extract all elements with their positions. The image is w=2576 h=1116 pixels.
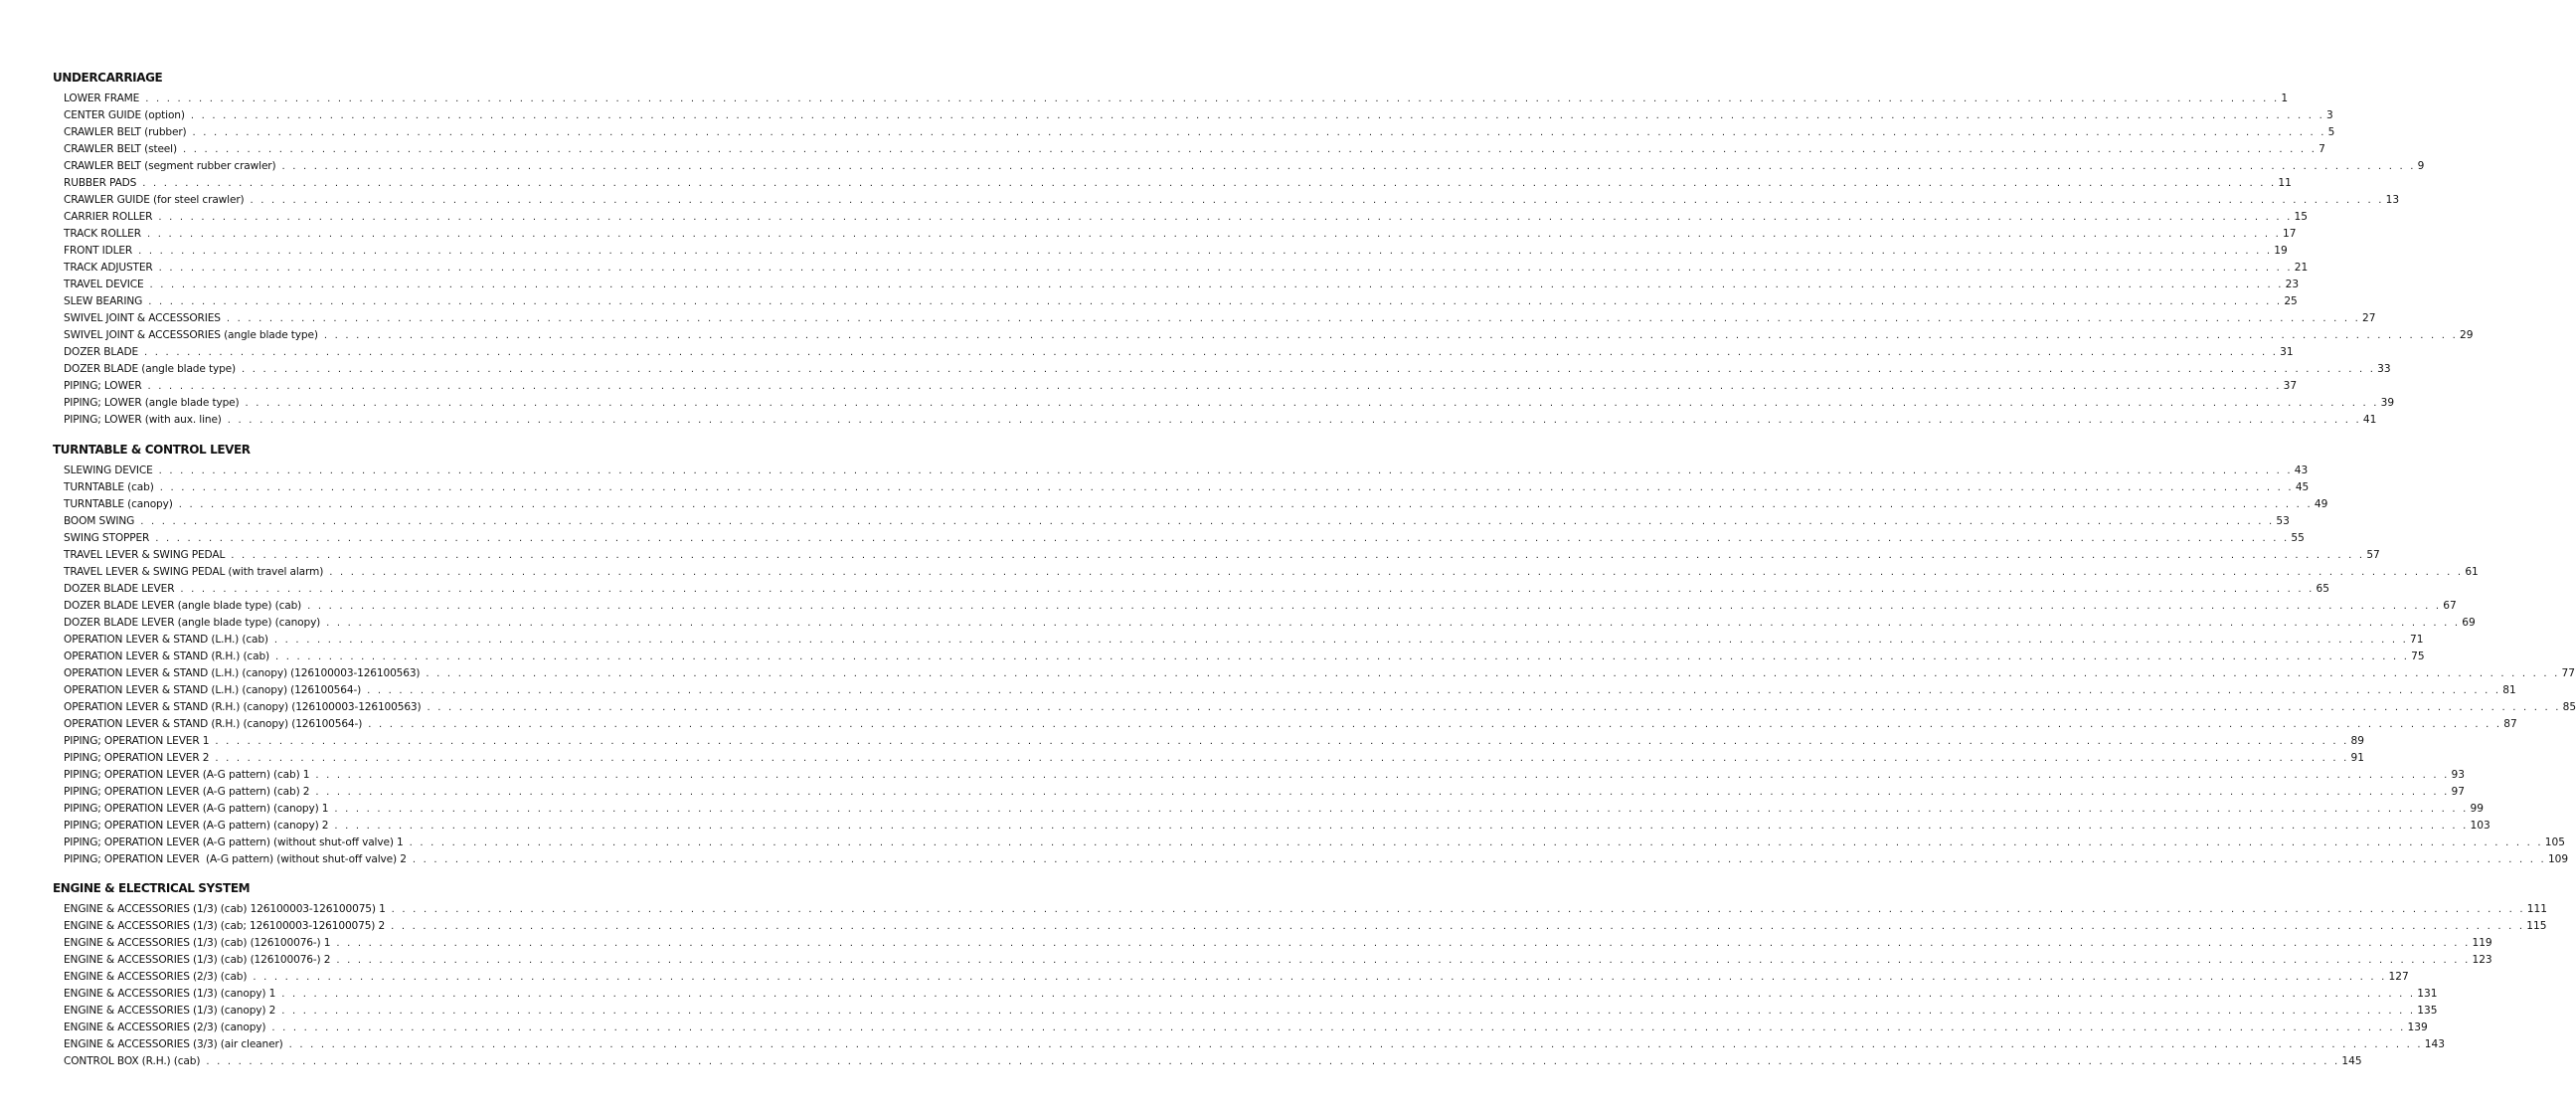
toc-page-number: 49 [2314, 498, 2328, 510]
toc-entry[interactable] [64, 664, 2576, 681]
toc-entry[interactable] [64, 478, 2310, 495]
toc-page-number: 3 [2325, 109, 2333, 121]
toc-page-number: 67 [2443, 600, 2457, 612]
toc-entry[interactable] [64, 631, 2424, 648]
dot-leader: . . . . . . . . . . . . . . . . . . . . . . . . . . . . . . . . . . . . . . . . . . . . . . . . . . . . . . . . . . . . . . . . . . . . . . . . . . . . . . . . . . . . . . . . . . . . . . . . . . . . . . . . . . . . . . . . . . . . . . . . . . . . . . . . . . . . . . . . . . . . . . . . . . . . . . . . . . . . . . . . . . . . . . . . . . . . . . . . . . . . . . . . . . . . . . . . . . . . . . . . [148, 296, 2283, 307]
dot-leader: . . . . . . . . . . . . . . . . . . . . . . . . . . . . . . . . . . . . . . . . . . . . . . . . . . . . . . . . . . . . . . . . . . . . . . . . . . . . . . . . . . . . . . . . . . . . . . . . . . . . . . . . . . . . . . . . . . . . . . . . . . . . . . . . . . . . . . . . . . . . . . . . . . . . . . . . . . . . . . . . . . . . . . . . . . . . . . . . . . . . . . . . . . . . . . . . . . . . . . . . [409, 837, 2543, 848]
dot-leader: . . . . . . . . . . . . . . . . . . . . . . . . . . . . . . . . . . . . . . . . . . . . . . . . . . . . . . . . . . . . . . . . . . . . . . . . . . . . . . . . . . . . . . . . . . . . . . . . . . . . . . . . . . . . . . . . . . . . . . . . . . . . . . . . . . . . . . . . . . . . . . . . . . . . . . . . . . . . . . . . . . . . . . . . . . . . . . . . . . . . . . . . . . . . . . . . . . . . . . . . [426, 668, 2560, 679]
toc-page-number: 29 [2459, 329, 2474, 341]
toc-page-number: 105 [2544, 837, 2565, 848]
dot-leader: . . . . . . . . . . . . . . . . . . . . . . . . . . . . . . . . . . . . . . . . . . . . . . . . . . . . . . . . . . . . . . . . . . . . . . . . . . . . . . . . . . . . . . . . . . . . . . . . . . . . . . . . . . . . . . . . . . . . . . . . . . . . . . . . . . . . . . . . . . . . . . . . . . . . . . . . . . . . . . . . . . . . . . . . . . . . . . . . . . . . . . . . . . . . . . . . . . . . . . . . [215, 736, 2349, 747]
toc-entry[interactable] [64, 546, 2380, 563]
toc-entry-title: PIPING; LOWER [64, 380, 142, 392]
toc-entry-title: TRAVEL DEVICE [64, 279, 144, 290]
dot-leader: . . . . . . . . . . . . . . . . . . . . . . . . . . . . . . . . . . . . . . . . . . . . . . . . . . . . . . . . . . . . . . . . . . . . . . . . . . . . . . . . . . . . . . . . . . . . . . . . . . . . . . . . . . . . . . . . . . . . . . . . . . . . . . . . . . . . . . . . . . . . . . . . . . . . . . . . . . . . . . . . . . . . . . . . . . . . . . . . . . . . . . . . . . . . . . . . . . . . . . . . [253, 972, 2387, 983]
dot-leader: . . . . . . . . . . . . . . . . . . . . . . . . . . . . . . . . . . . . . . . . . . . . . . . . . . . . . . . . . . . . . . . . . . . . . . . . . . . . . . . . . . . . . . . . . . . . . . . . . . . . . . . . . . . . . . . . . . . . . . . . . . . . . . . . . . . . . . . . . . . . . . . . . . . . . . . . . . . . . . . . . . . . . . . . . . . . . . . . . . . . . . . . . . . . . . . . . . . . . . . . [190, 110, 2324, 121]
toc-entry-title: OPERATION LEVER & STAND (L.H.) (canopy) (126100564-) [64, 684, 362, 696]
toc-page-number: 15 [2294, 211, 2308, 223]
toc-entry-title: TRACK ADJUSTER [64, 262, 153, 274]
toc-entry-title: TRAVEL LEVER & SWING PEDAL (with travel alarm) [64, 566, 324, 578]
toc-entry[interactable] [64, 614, 2476, 631]
section-heading: ENGINE & ELECTRICAL SYSTEM [53, 881, 251, 895]
dot-leader: . . . . . . . . . . . . . . . . . . . . . . . . . . . . . . . . . . . . . . . . . . . . . . . . . . . . . . . . . . . . . . . . . . . . . . . . . . . . . . . . . . . . . . . . . . . . . . . . . . . . . . . . . . . . . . . . . . . . . . . . . . . . . . . . . . . . . . . . . . . . . . . . . . . . . . . . . . . . . . . . . . . . . . . . . . . . . . . . . . . . . . . . . . . . . . . . . . . . . . . . [326, 618, 2461, 629]
toc-entry-title: CARRIER ROLLER [64, 211, 153, 223]
toc-entry-title: SWIVEL JOINT & ACCESSORIES (angle blade type) [64, 329, 318, 341]
dot-leader: . . . . . . . . . . . . . . . . . . . . . . . . . . . . . . . . . . . . . . . . . . . . . . . . . . . . . . . . . . . . . . . . . . . . . . . . . . . . . . . . . . . . . . . . . . . . . . . . . . . . . . . . . . . . . . . . . . . . . . . . . . . . . . . . . . . . . . . . . . . . . . . . . . . . . . . . . . . . . . . . . . . . . . . . . . . . . . . . . . . . . . . . . . . . . . . . . . . . . . . . [315, 770, 2450, 781]
toc-page-number: 57 [2366, 549, 2380, 561]
toc-page-number: 17 [2283, 228, 2297, 240]
toc-entry[interactable] [64, 850, 2569, 867]
toc-entry-title: PIPING; LOWER (angle blade type) [64, 397, 240, 409]
toc-entry[interactable] [64, 140, 2325, 157]
toc-entry[interactable] [64, 968, 2409, 985]
toc-page-number: 99 [2470, 803, 2484, 815]
toc-page-number: 43 [2294, 465, 2309, 476]
toc-entry[interactable] [64, 462, 2309, 478]
toc-entry-title: TURNTABLE (canopy) [64, 498, 173, 510]
toc-entry[interactable] [64, 225, 2297, 242]
toc-entry[interactable] [64, 259, 2309, 276]
dot-leader: . . . . . . . . . . . . . . . . . . . . . . . . . . . . . . . . . . . . . . . . . . . . . . . . . . . . . . . . . . . . . . . . . . . . . . . . . . . . . . . . . . . . . . . . . . . . . . . . . . . . . . . . . . . . . . . . . . . . . . . . . . . . . . . . . . . . . . . . . . . . . . . . . . . . . . . . . . . . . . . . . . . . . . . . . . . . . . . . . . . . . . . . . . . . . . . . . . . . . . . . [144, 347, 2279, 358]
toc-page-number: 71 [2410, 634, 2424, 646]
toc-entry[interactable] [64, 343, 2294, 360]
dot-leader: . . . . . . . . . . . . . . . . . . . . . . . . . . . . . . . . . . . . . . . . . . . . . . . . . . . . . . . . . . . . . . . . . . . . . . . . . . . . . . . . . . . . . . . . . . . . . . . . . . . . . . . . . . . . . . . . . . . . . . . . . . . . . . . . . . . . . . . . . . . . . . . . . . . . . . . . . . . . . . . . . . . . . . . . . . . . . . . . . . . . . . . . . . . . . . . . . . . . . . . . [158, 465, 2293, 476]
toc-entry-title: TRAVEL LEVER & SWING PEDAL [64, 549, 226, 561]
toc-entry[interactable] [64, 817, 2490, 834]
toc-entry[interactable] [64, 563, 2479, 580]
dot-leader: . . . . . . . . . . . . . . . . . . . . . . . . . . . . . . . . . . . . . . . . . . . . . . . . . . . . . . . . . . . . . . . . . . . . . . . . . . . . . . . . . . . . . . . . . . . . . . . . . . . . . . . . . . . . . . . . . . . . . . . . . . . . . . . . . . . . . . . . . . . . . . . . . . . . . . . . . . . . . . . . . . . . . . . . . . . . . . . . . . . . . . . . . . . . . . . . . . . . . . . . [192, 127, 2326, 138]
toc-page-number: 135 [2417, 1005, 2438, 1017]
toc-page-number: 21 [2294, 262, 2309, 274]
dot-leader: . . . . . . . . . . . . . . . . . . . . . . . . . . . . . . . . . . . . . . . . . . . . . . . . . . . . . . . . . . . . . . . . . . . . . . . . . . . . . . . . . . . . . . . . . . . . . . . . . . . . . . . . . . . . . . . . . . . . . . . . . . . . . . . . . . . . . . . . . . . . . . . . . . . . . . . . . . . . . . . . . . . . . . . . . . . . . . . . . . . . . . . . . . . . . . . . . . . . . . . . [391, 921, 2525, 932]
toc-entry-title: OPERATION LEVER & STAND (L.H.) (canopy) (126100003-126100563) [64, 667, 421, 679]
toc-page-number: 9 [2417, 160, 2425, 172]
dot-leader: . . . . . . . . . . . . . . . . . . . . . . . . . . . . . . . . . . . . . . . . . . . . . . . . . . . . . . . . . . . . . . . . . . . . . . . . . . . . . . . . . . . . . . . . . . . . . . . . . . . . . . . . . . . . . . . . . . . . . . . . . . . . . . . . . . . . . . . . . . . . . . . . . . . . . . . . . . . . . . . . . . . . . . . . . . . . . . . . . . . . . . . . . . . . . . . . . . . . . . . . [336, 955, 2471, 966]
dot-leader: . . . . . . . . . . . . . . . . . . . . . . . . . . . . . . . . . . . . . . . . . . . . . . . . . . . . . . . . . . . . . . . . . . . . . . . . . . . . . . . . . . . . . . . . . . . . . . . . . . . . . . . . . . . . . . . . . . . . . . . . . . . . . . . . . . . . . . . . . . . . . . . . . . . . . . . . . . . . . . . . . . . . . . . . . . . . . . . . . . . . . . . . . . . . . . . . . . . . . . . . [281, 989, 2416, 1000]
toc-entry[interactable] [64, 1052, 2362, 1069]
toc-entry[interactable] [64, 934, 2492, 951]
section-heading: UNDERCARRIAGE [53, 71, 163, 85]
toc-entry-title: CONTROL BOX (R.H.) (cab) [64, 1055, 201, 1067]
toc-page-number: 109 [2547, 853, 2569, 865]
toc-page-number: 13 [2385, 194, 2400, 206]
toc-entry[interactable] [64, 106, 2333, 123]
dot-leader: . . . . . . . . . . . . . . . . . . . . . . . . . . . . . . . . . . . . . . . . . . . . . . . . . . . . . . . . . . . . . . . . . . . . . . . . . . . . . . . . . . . . . . . . . . . . . . . . . . . . . . . . . . . . . . . . . . . . . . . . . . . . . . . . . . . . . . . . . . . . . . . . . . . . . . . . . . . . . . . . . . . . . . . . . . . . . . . . . . . . . . . . . . . . . . . . . . . . . . . . [226, 313, 2360, 324]
dot-leader: . . . . . . . . . . . . . . . . . . . . . . . . . . . . . . . . . . . . . . . . . . . . . . . . . . . . . . . . . . . . . . . . . . . . . . . . . . . . . . . . . . . . . . . . . . . . . . . . . . . . . . . . . . . . . . . . . . . . . . . . . . . . . . . . . . . . . . . . . . . . . . . . . . . . . . . . . . . . . . . . . . . . . . . . . . . . . . . . . . . . . . . . . . . . . . . . . . . . . . . . [315, 787, 2450, 798]
toc-page-number: 127 [2388, 971, 2409, 983]
toc-entry[interactable] [64, 1002, 2438, 1019]
toc-page-number: 97 [2451, 786, 2465, 798]
toc-entry[interactable] [64, 951, 2492, 968]
toc-entry[interactable] [64, 1019, 2428, 1035]
toc-entry-list [64, 462, 2576, 867]
toc-entry[interactable] [64, 157, 2425, 174]
toc-entry-title: CRAWLER BELT (segment rubber crawler) [64, 160, 276, 172]
toc-entry[interactable] [64, 276, 2300, 292]
dot-leader: . . . . . . . . . . . . . . . . . . . . . . . . . . . . . . . . . . . . . . . . . . . . . . . . . . . . . . . . . . . . . . . . . . . . . . . . . . . . . . . . . . . . . . . . . . . . . . . . . . . . . . . . . . . . . . . . . . . . . . . . . . . . . . . . . . . . . . . . . . . . . . . . . . . . . . . . . . . . . . . . . . . . . . . . . . . . . . . . . . . . . . . . . . . . . . . . . . . . . . . . [281, 161, 2416, 172]
toc-entry[interactable] [64, 360, 2391, 377]
toc-entry-title: OPERATION LEVER & STAND (L.H.) (cab) [64, 634, 268, 646]
toc-entry[interactable] [64, 174, 2292, 191]
toc-page-number: 111 [2526, 903, 2548, 915]
dot-leader: . . . . . . . . . . . . . . . . . . . . . . . . . . . . . . . . . . . . . . . . . . . . . . . . . . . . . . . . . . . . . . . . . . . . . . . . . . . . . . . . . . . . . . . . . . . . . . . . . . . . . . . . . . . . . . . . . . . . . . . . . . . . . . . . . . . . . . . . . . . . . . . . . . . . . . . . . . . . . . . . . . . . . . . . . . . . . . . . . . . . . . . . . . . . . . . . . . . . . . . . [159, 482, 2294, 493]
toc-entry-title: TRACK ROLLER [64, 228, 141, 240]
toc-entry-title: SLEWING DEVICE [64, 465, 153, 476]
dot-leader: . . . . . . . . . . . . . . . . . . . . . . . . . . . . . . . . . . . . . . . . . . . . . . . . . . . . . . . . . . . . . . . . . . . . . . . . . . . . . . . . . . . . . . . . . . . . . . . . . . . . . . . . . . . . . . . . . . . . . . . . . . . . . . . . . . . . . . . . . . . . . . . . . . . . . . . . . . . . . . . . . . . . . . . . . . . . . . . . . . . . . . . . . . . . . . . . . . . . . . . . [281, 1006, 2416, 1017]
toc-entry-title: ENGINE & ACCESSORIES (2/3) (canopy) [64, 1022, 266, 1033]
toc-entry[interactable] [64, 495, 2328, 512]
toc-entry[interactable] [64, 681, 2516, 698]
dot-leader: . . . . . . . . . . . . . . . . . . . . . . . . . . . . . . . . . . . . . . . . . . . . . . . . . . . . . . . . . . . . . . . . . . . . . . . . . . . . . . . . . . . . . . . . . . . . . . . . . . . . . . . . . . . . . . . . . . . . . . . . . . . . . . . . . . . . . . . . . . . . . . . . . . . . . . . . . . . . . . . . . . . . . . . . . . . . . . . . . . . . . . . . . . . . . . . . . . . . . . . . [178, 499, 2313, 510]
dot-leader: . . . . . . . . . . . . . . . . . . . . . . . . . . . . . . . . . . . . . . . . . . . . . . . . . . . . . . . . . . . . . . . . . . . . . . . . . . . . . . . . . . . . . . . . . . . . . . . . . . . . . . . . . . . . . . . . . . . . . . . . . . . . . . . . . . . . . . . . . . . . . . . . . . . . . . . . . . . . . . . . . . . . . . . . . . . . . . . . . . . . . . . . . . . . . . . . . . . . . . . . [145, 93, 2280, 104]
toc-page-number: 31 [2280, 346, 2294, 358]
toc-entry-title: OPERATION LEVER & STAND (R.H.) (cab) [64, 651, 270, 662]
dot-leader: . . . . . . . . . . . . . . . . . . . . . . . . . . . . . . . . . . . . . . . . . . . . . . . . . . . . . . . . . . . . . . . . . . . . . . . . . . . . . . . . . . . . . . . . . . . . . . . . . . . . . . . . . . . . . . . . . . . . . . . . . . . . . . . . . . . . . . . . . . . . . . . . . . . . . . . . . . . . . . . . . . . . . . . . . . . . . . . . . . . . . . . . . . . . . . . . . . . . . . . . [412, 854, 2546, 865]
dot-leader: . . . . . . . . . . . . . . . . . . . . . . . . . . . . . . . . . . . . . . . . . . . . . . . . . . . . . . . . . . . . . . . . . . . . . . . . . . . . . . . . . . . . . . . . . . . . . . . . . . . . . . . . . . . . . . . . . . . . . . . . . . . . . . . . . . . . . . . . . . . . . . . . . . . . . . . . . . . . . . . . . . . . . . . . . . . . . . . . . . . . . . . . . . . . . . . . . . . . . . . . [336, 938, 2471, 949]
dot-leader: . . . . . . . . . . . . . . . . . . . . . . . . . . . . . . . . . . . . . . . . . . . . . . . . . . . . . . . . . . . . . . . . . . . . . . . . . . . . . . . . . . . . . . . . . . . . . . . . . . . . . . . . . . . . . . . . . . . . . . . . . . . . . . . . . . . . . . . . . . . . . . . . . . . . . . . . . . . . . . . . . . . . . . . . . . . . . . . . . . . . . . . . . . . . . . . . . . . . . . . . [147, 381, 2282, 392]
toc-entry[interactable] [64, 800, 2484, 817]
toc-entry[interactable] [64, 242, 2288, 259]
toc-page-number: 45 [2295, 481, 2310, 493]
dot-leader: . . . . . . . . . . . . . . . . . . . . . . . . . . . . . . . . . . . . . . . . . . . . . . . . . . . . . . . . . . . . . . . . . . . . . . . . . . . . . . . . . . . . . . . . . . . . . . . . . . . . . . . . . . . . . . . . . . . . . . . . . . . . . . . . . . . . . . . . . . . . . . . . . . . . . . . . . . . . . . . . . . . . . . . . . . . . . . . . . . . . . . . . . . . . . . . . . . . . . . . . [206, 1056, 2340, 1067]
toc-entry-title: PIPING; OPERATION LEVER (A-G pattern) (cab) 2 [64, 786, 310, 798]
toc-entry-title: OPERATION LEVER & STAND (R.H.) (canopy) (126100003-126100563) [64, 701, 422, 713]
toc-entry-title: PIPING; OPERATION LEVER 2 [64, 752, 210, 764]
toc-entry[interactable] [64, 512, 2290, 529]
toc-entry[interactable] [64, 715, 2517, 732]
toc-page-number: 1 [2281, 93, 2289, 104]
toc-page-number: 119 [2472, 937, 2492, 949]
toc-page-number: 103 [2470, 820, 2490, 832]
toc-page-number: 11 [2278, 177, 2292, 189]
toc-entry-title: FRONT IDLER [64, 245, 133, 257]
toc-entry-list [64, 90, 2474, 428]
toc-entry[interactable] [64, 766, 2465, 783]
toc-entry[interactable] [64, 377, 2298, 394]
dot-leader: . . . . . . . . . . . . . . . . . . . . . . . . . . . . . . . . . . . . . . . . . . . . . . . . . . . . . . . . . . . . . . . . . . . . . . . . . . . . . . . . . . . . . . . . . . . . . . . . . . . . . . . . . . . . . . . . . . . . . . . . . . . . . . . . . . . . . . . . . . . . . . . . . . . . . . . . . . . . . . . . . . . . . . . . . . . . . . . . . . . . . . . . . . . . . . . . . . . . . . . . [273, 635, 2409, 646]
toc-entry[interactable] [64, 834, 2565, 850]
dot-leader: . . . . . . . . . . . . . . . . . . . . . . . . . . . . . . . . . . . . . . . . . . . . . . . . . . . . . . . . . . . . . . . . . . . . . . . . . . . . . . . . . . . . . . . . . . . . . . . . . . . . . . . . . . . . . . . . . . . . . . . . . . . . . . . . . . . . . . . . . . . . . . . . . . . . . . . . . . . . . . . . . . . . . . . . . . . . . . . . . . . . . . . . . . . . . . . . . . . . . . . . [149, 279, 2284, 290]
toc-entry-title: PIPING; OPERATION LEVER (A-G pattern) (cab) 1 [64, 769, 310, 781]
toc-page-number: 115 [2526, 920, 2547, 932]
toc-page-number: 61 [2465, 566, 2479, 578]
dot-leader: . . . . . . . . . . . . . . . . . . . . . . . . . . . . . . . . . . . . . . . . . . . . . . . . . . . . . . . . . . . . . . . . . . . . . . . . . . . . . . . . . . . . . . . . . . . . . . . . . . . . . . . . . . . . . . . . . . . . . . . . . . . . . . . . . . . . . . . . . . . . . . . . . . . . . . . . . . . . . . . . . . . . . . . . . . . . . . . . . . . . . . . . . . . . . . . . . . . . . . . . [142, 178, 2277, 189]
dot-leader: . . . . . . . . . . . . . . . . . . . . . . . . . . . . . . . . . . . . . . . . . . . . . . . . . . . . . . . . . . . . . . . . . . . . . . . . . . . . . . . . . . . . . . . . . . . . . . . . . . . . . . . . . . . . . . . . . . . . . . . . . . . . . . . . . . . . . . . . . . . . . . . . . . . . . . . . . . . . . . . . . . . . . . . . . . . . . . . . . . . . . . . . . . . . . . . . . . . . . . . . [182, 144, 2318, 155]
toc-page-number: 75 [2411, 651, 2425, 662]
toc-entry-title: OPERATION LEVER & STAND (R.H.) (canopy) (126100564-) [64, 718, 363, 730]
toc-entry-title: BOOM SWING [64, 515, 135, 527]
dot-leader: . . . . . . . . . . . . . . . . . . . . . . . . . . . . . . . . . . . . . . . . . . . . . . . . . . . . . . . . . . . . . . . . . . . . . . . . . . . . . . . . . . . . . . . . . . . . . . . . . . . . . . . . . . . . . . . . . . . . . . . . . . . . . . . . . . . . . . . . . . . . . . . . . . . . . . . . . . . . . . . . . . . . . . . . . . . . . . . . . . . . . . . . . . . . . . . . . . . . . . . . [158, 263, 2293, 274]
toc-page-number: 145 [2341, 1055, 2362, 1067]
toc-page-number: 77 [2561, 667, 2576, 679]
toc-page-number: 37 [2283, 380, 2298, 392]
toc-page-number: 5 [2327, 126, 2335, 138]
toc-page-number: 25 [2284, 295, 2298, 307]
toc-entry[interactable] [64, 648, 2425, 664]
toc-entry-title: ENGINE & ACCESSORIES (1/3) (canopy) 2 [64, 1005, 276, 1017]
dot-leader: . . . . . . . . . . . . . . . . . . . . . . . . . . . . . . . . . . . . . . . . . . . . . . . . . . . . . . . . . . . . . . . . . . . . . . . . . . . . . . . . . . . . . . . . . . . . . . . . . . . . . . . . . . . . . . . . . . . . . . . . . . . . . . . . . . . . . . . . . . . . . . . . . . . . . . . . . . . . . . . . . . . . . . . . . . . . . . . . . . . . . . . . . . . . . . . . . . . . . . . . [158, 212, 2293, 223]
toc-entry-title: ENGINE & ACCESSORIES (2/3) (cab) [64, 971, 248, 983]
toc-entry-title: PIPING; OPERATION LEVER (A-G pattern) (canopy) 1 [64, 803, 329, 815]
dot-leader: . . . . . . . . . . . . . . . . . . . . . . . . . . . . . . . . . . . . . . . . . . . . . . . . . . . . . . . . . . . . . . . . . . . . . . . . . . . . . . . . . . . . . . . . . . . . . . . . . . . . . . . . . . . . . . . . . . . . . . . . . . . . . . . . . . . . . . . . . . . . . . . . . . . . . . . . . . . . . . . . . . . . . . . . . . . . . . . . . . . . . . . . . . . . . . . . . . . . . . . . [367, 685, 2501, 696]
toc-page-number: 69 [2462, 617, 2476, 629]
dot-leader: . . . . . . . . . . . . . . . . . . . . . . . . . . . . . . . . . . . . . . . . . . . . . . . . . . . . . . . . . . . . . . . . . . . . . . . . . . . . . . . . . . . . . . . . . . . . . . . . . . . . . . . . . . . . . . . . . . . . . . . . . . . . . . . . . . . . . . . . . . . . . . . . . . . . . . . . . . . . . . . . . . . . . . . . . . . . . . . . . . . . . . . . . . . . . . . . . . . . . . . . [231, 550, 2365, 561]
toc-entry[interactable] [64, 208, 2308, 225]
toc-entry[interactable] [64, 529, 2305, 546]
toc-entry[interactable] [64, 732, 2364, 749]
toc-entry[interactable] [64, 123, 2335, 140]
dot-leader: . . . . . . . . . . . . . . . . . . . . . . . . . . . . . . . . . . . . . . . . . . . . . . . . . . . . . . . . . . . . . . . . . . . . . . . . . . . . . . . . . . . . . . . . . . . . . . . . . . . . . . . . . . . . . . . . . . . . . . . . . . . . . . . . . . . . . . . . . . . . . . . . . . . . . . . . . . . . . . . . . . . . . . . . . . . . . . . . . . . . . . . . . . . . . . . . . . . . . . . . [227, 415, 2361, 426]
toc-entry[interactable] [64, 394, 2395, 411]
toc-page-number: 91 [2350, 752, 2364, 764]
toc-page-number: 93 [2451, 769, 2465, 781]
toc-entry-title: ENGINE & ACCESSORIES (1/3) (cab; 126100003-126100075) 2 [64, 920, 386, 932]
toc-page-number: 7 [2318, 143, 2325, 155]
toc-page-number: 123 [2472, 954, 2492, 966]
toc-page-number: 85 [2562, 701, 2576, 713]
toc-page-number: 27 [2361, 312, 2376, 324]
toc-entry[interactable] [64, 191, 2400, 208]
toc-entry[interactable] [64, 411, 2377, 428]
toc-entry-title: ENGINE & ACCESSORIES (1/3) (cab) 126100003-126100075) 1 [64, 903, 386, 915]
toc-entry-title: DOZER BLADE [64, 346, 139, 358]
toc-entry[interactable] [64, 309, 2376, 326]
toc-entry[interactable] [64, 917, 2547, 934]
dot-leader: . . . . . . . . . . . . . . . . . . . . . . . . . . . . . . . . . . . . . . . . . . . . . . . . . . . . . . . . . . . . . . . . . . . . . . . . . . . . . . . . . . . . . . . . . . . . . . . . . . . . . . . . . . . . . . . . . . . . . . . . . . . . . . . . . . . . . . . . . . . . . . . . . . . . . . . . . . . . . . . . . . . . . . . . . . . . . . . . . . . . . . . . . . . . . . . . . . . . . . . . [323, 330, 2458, 341]
toc-entry-title: PIPING; OPERATION LEVER (A-G pattern) (without shut-off valve) 2 [64, 853, 407, 865]
dot-leader: . . . . . . . . . . . . . . . . . . . . . . . . . . . . . . . . . . . . . . . . . . . . . . . . . . . . . . . . . . . . . . . . . . . . . . . . . . . . . . . . . . . . . . . . . . . . . . . . . . . . . . . . . . . . . . . . . . . . . . . . . . . . . . . . . . . . . . . . . . . . . . . . . . . . . . . . . . . . . . . . . . . . . . . . . . . . . . . . . . . . . . . . . . . . . . . . . . . . . . . . [391, 904, 2525, 915]
dot-leader: . . . . . . . . . . . . . . . . . . . . . . . . . . . . . . . . . . . . . . . . . . . . . . . . . . . . . . . . . . . . . . . . . . . . . . . . . . . . . . . . . . . . . . . . . . . . . . . . . . . . . . . . . . . . . . . . . . . . . . . . . . . . . . . . . . . . . . . . . . . . . . . . . . . . . . . . . . . . . . . . . . . . . . . . . . . . . . . . . . . . . . . . . . . . . . . . . . . . . . . . [242, 364, 2376, 375]
dot-leader: . . . . . . . . . . . . . . . . . . . . . . . . . . . . . . . . . . . . . . . . . . . . . . . . . . . . . . . . . . . . . . . . . . . . . . . . . . . . . . . . . . . . . . . . . . . . . . . . . . . . . . . . . . . . . . . . . . . . . . . . . . . . . . . . . . . . . . . . . . . . . . . . . . . . . . . . . . . . . . . . . . . . . . . . . . . . . . . . . . . . . . . . . . . . . . . . . . . . . . . . [215, 753, 2349, 764]
toc-entry-title: DOZER BLADE LEVER [64, 583, 175, 595]
toc-entry-title: PIPING; OPERATION LEVER (A-G pattern) (without shut-off valve) 1 [64, 837, 404, 848]
toc-page-number: 19 [2274, 245, 2288, 257]
toc-entry[interactable] [64, 985, 2438, 1002]
toc-entry[interactable] [64, 580, 2329, 597]
toc-page-number: 89 [2350, 735, 2364, 747]
toc-page-number: 65 [2316, 583, 2329, 595]
dot-leader: . . . . . . . . . . . . . . . . . . . . . . . . . . . . . . . . . . . . . . . . . . . . . . . . . . . . . . . . . . . . . . . . . . . . . . . . . . . . . . . . . . . . . . . . . . . . . . . . . . . . . . . . . . . . . . . . . . . . . . . . . . . . . . . . . . . . . . . . . . . . . . . . . . . . . . . . . . . . . . . . . . . . . . . . . . . . . . . . . . . . . . . . . . . . . . . . . . . . . . . . [245, 398, 2379, 409]
toc-page-number: 39 [2380, 397, 2395, 409]
toc-entry-title: PIPING; LOWER (with aux. line) [64, 414, 222, 426]
dot-leader: . . . . . . . . . . . . . . . . . . . . . . . . . . . . . . . . . . . . . . . . . . . . . . . . . . . . . . . . . . . . . . . . . . . . . . . . . . . . . . . . . . . . . . . . . . . . . . . . . . . . . . . . . . . . . . . . . . . . . . . . . . . . . . . . . . . . . . . . . . . . . . . . . . . . . . . . . . . . . . . . . . . . . . . . . . . . . . . . . . . . . . . . . . . . . . . . . . . . . . . . [427, 702, 2561, 713]
dot-leader: . . . . . . . . . . . . . . . . . . . . . . . . . . . . . . . . . . . . . . . . . . . . . . . . . . . . . . . . . . . . . . . . . . . . . . . . . . . . . . . . . . . . . . . . . . . . . . . . . . . . . . . . . . . . . . . . . . . . . . . . . . . . . . . . . . . . . . . . . . . . . . . . . . . . . . . . . . . . . . . . . . . . . . . . . . . . . . . . . . . . . . . . . . . . . . . . . . . . . . . . [368, 719, 2502, 730]
toc-entry-title: CRAWLER BELT (rubber) [64, 126, 187, 138]
toc-entry-title: ENGINE & ACCESSORIES (3/3) (air cleaner) [64, 1038, 283, 1050]
toc-entry-title: TURNTABLE (cab) [64, 481, 154, 493]
toc-entry-title: SWING STOPPER [64, 532, 150, 544]
toc-entry-title: SWIVEL JOINT & ACCESSORIES [64, 312, 221, 324]
toc-entry[interactable] [64, 698, 2576, 715]
toc-entry-title: DOZER BLADE LEVER (angle blade type) (cab) [64, 600, 302, 612]
dot-leader: . . . . . . . . . . . . . . . . . . . . . . . . . . . . . . . . . . . . . . . . . . . . . . . . . . . . . . . . . . . . . . . . . . . . . . . . . . . . . . . . . . . . . . . . . . . . . . . . . . . . . . . . . . . . . . . . . . . . . . . . . . . . . . . . . . . . . . . . . . . . . . . . . . . . . . . . . . . . . . . . . . . . . . . . . . . . . . . . . . . . . . . . . . . . . . . . . . . . . . . . [180, 584, 2315, 595]
toc-entry-title: CRAWLER GUIDE (for steel crawler) [64, 194, 245, 206]
toc-entry-title: PIPING; OPERATION LEVER (A-G pattern) (canopy) 2 [64, 820, 329, 832]
toc-page-number: 23 [2285, 279, 2300, 290]
dot-leader: . . . . . . . . . . . . . . . . . . . . . . . . . . . . . . . . . . . . . . . . . . . . . . . . . . . . . . . . . . . . . . . . . . . . . . . . . . . . . . . . . . . . . . . . . . . . . . . . . . . . . . . . . . . . . . . . . . . . . . . . . . . . . . . . . . . . . . . . . . . . . . . . . . . . . . . . . . . . . . . . . . . . . . . . . . . . . . . . . . . . . . . . . . . . . . . . . . . . . . . . [271, 1023, 2406, 1033]
toc-entry-title: ENGINE & ACCESSORIES (1/3) (cab) (126100076-) 2 [64, 954, 331, 966]
dot-leader: . . . . . . . . . . . . . . . . . . . . . . . . . . . . . . . . . . . . . . . . . . . . . . . . . . . . . . . . . . . . . . . . . . . . . . . . . . . . . . . . . . . . . . . . . . . . . . . . . . . . . . . . . . . . . . . . . . . . . . . . . . . . . . . . . . . . . . . . . . . . . . . . . . . . . . . . . . . . . . . . . . . . . . . . . . . . . . . . . . . . . . . . . . . . . . . . . . . . . . . . [288, 1039, 2423, 1050]
toc-page-number: 87 [2503, 718, 2517, 730]
toc-page-number: 143 [2424, 1038, 2445, 1050]
toc-entry-title: CENTER GUIDE (option) [64, 109, 185, 121]
dot-leader: . . . . . . . . . . . . . . . . . . . . . . . . . . . . . . . . . . . . . . . . . . . . . . . . . . . . . . . . . . . . . . . . . . . . . . . . . . . . . . . . . . . . . . . . . . . . . . . . . . . . . . . . . . . . . . . . . . . . . . . . . . . . . . . . . . . . . . . . . . . . . . . . . . . . . . . . . . . . . . . . . . . . . . . . . . . . . . . . . . . . . . . . . . . . . . . . . . . . . . . . [155, 533, 2290, 544]
toc-entry[interactable] [64, 292, 2298, 309]
toc-page-number: 41 [2362, 414, 2377, 426]
toc-page-number: 139 [2407, 1022, 2428, 1033]
toc-entry[interactable] [64, 326, 2474, 343]
toc-entry-title: DOZER BLADE LEVER (angle blade type) (canopy) [64, 617, 321, 629]
toc-page-number: 131 [2417, 988, 2438, 1000]
toc-entry-title: ENGINE & ACCESSORIES (1/3) (canopy) 1 [64, 988, 276, 1000]
dot-leader: . . . . . . . . . . . . . . . . . . . . . . . . . . . . . . . . . . . . . . . . . . . . . . . . . . . . . . . . . . . . . . . . . . . . . . . . . . . . . . . . . . . . . . . . . . . . . . . . . . . . . . . . . . . . . . . . . . . . . . . . . . . . . . . . . . . . . . . . . . . . . . . . . . . . . . . . . . . . . . . . . . . . . . . . . . . . . . . . . . . . . . . . . . . . . . . . . . . . . . . . [275, 651, 2410, 662]
toc-entry[interactable] [64, 1035, 2445, 1052]
section-heading: TURNTABLE & CONTROL LEVER [53, 443, 251, 457]
toc-entry-title: DOZER BLADE (angle blade type) [64, 363, 237, 375]
toc-entry-title: ENGINE & ACCESSORIES (1/3) (cab) (126100076-) 1 [64, 937, 331, 949]
dot-leader: . . . . . . . . . . . . . . . . . . . . . . . . . . . . . . . . . . . . . . . . . . . . . . . . . . . . . . . . . . . . . . . . . . . . . . . . . . . . . . . . . . . . . . . . . . . . . . . . . . . . . . . . . . . . . . . . . . . . . . . . . . . . . . . . . . . . . . . . . . . . . . . . . . . . . . . . . . . . . . . . . . . . . . . . . . . . . . . . . . . . . . . . . . . . . . . . . . . . . . . . [329, 567, 2464, 578]
toc-entry[interactable] [64, 597, 2457, 614]
dot-leader: . . . . . . . . . . . . . . . . . . . . . . . . . . . . . . . . . . . . . . . . . . . . . . . . . . . . . . . . . . . . . . . . . . . . . . . . . . . . . . . . . . . . . . . . . . . . . . . . . . . . . . . . . . . . . . . . . . . . . . . . . . . . . . . . . . . . . . . . . . . . . . . . . . . . . . . . . . . . . . . . . . . . . . . . . . . . . . . . . . . . . . . . . . . . . . . . . . . . . . . . [334, 821, 2469, 832]
toc-entry[interactable] [64, 749, 2364, 766]
dot-leader: . . . . . . . . . . . . . . . . . . . . . . . . . . . . . . . . . . . . . . . . . . . . . . . . . . . . . . . . . . . . . . . . . . . . . . . . . . . . . . . . . . . . . . . . . . . . . . . . . . . . . . . . . . . . . . . . . . . . . . . . . . . . . . . . . . . . . . . . . . . . . . . . . . . . . . . . . . . . . . . . . . . . . . . . . . . . . . . . . . . . . . . . . . . . . . . . . . . . . . . . [250, 195, 2384, 206]
toc-entry-title: LOWER FRAME [64, 93, 140, 104]
toc-entry-title: CRAWLER BELT (steel) [64, 143, 177, 155]
toc-entry[interactable] [64, 90, 2289, 106]
toc-page-number: 81 [2502, 684, 2516, 696]
toc-page-number: 53 [2276, 515, 2290, 527]
toc-entry-list [64, 900, 2548, 1069]
dot-leader: . . . . . . . . . . . . . . . . . . . . . . . . . . . . . . . . . . . . . . . . . . . . . . . . . . . . . . . . . . . . . . . . . . . . . . . . . . . . . . . . . . . . . . . . . . . . . . . . . . . . . . . . . . . . . . . . . . . . . . . . . . . . . . . . . . . . . . . . . . . . . . . . . . . . . . . . . . . . . . . . . . . . . . . . . . . . . . . . . . . . . . . . . . . . . . . . . . . . . . . . [138, 246, 2273, 257]
dot-leader: . . . . . . . . . . . . . . . . . . . . . . . . . . . . . . . . . . . . . . . . . . . . . . . . . . . . . . . . . . . . . . . . . . . . . . . . . . . . . . . . . . . . . . . . . . . . . . . . . . . . . . . . . . . . . . . . . . . . . . . . . . . . . . . . . . . . . . . . . . . . . . . . . . . . . . . . . . . . . . . . . . . . . . . . . . . . . . . . . . . . . . . . . . . . . . . . . . . . . . . . [140, 516, 2275, 527]
toc-entry-title: RUBBER PADS [64, 177, 137, 189]
dot-leader: . . . . . . . . . . . . . . . . . . . . . . . . . . . . . . . . . . . . . . . . . . . . . . . . . . . . . . . . . . . . . . . . . . . . . . . . . . . . . . . . . . . . . . . . . . . . . . . . . . . . . . . . . . . . . . . . . . . . . . . . . . . . . . . . . . . . . . . . . . . . . . . . . . . . . . . . . . . . . . . . . . . . . . . . . . . . . . . . . . . . . . . . . . . . . . . . . . . . . . . . [146, 229, 2282, 240]
toc-entry-title: PIPING; OPERATION LEVER 1 [64, 735, 210, 747]
dot-leader: . . . . . . . . . . . . . . . . . . . . . . . . . . . . . . . . . . . . . . . . . . . . . . . . . . . . . . . . . . . . . . . . . . . . . . . . . . . . . . . . . . . . . . . . . . . . . . . . . . . . . . . . . . . . . . . . . . . . . . . . . . . . . . . . . . . . . . . . . . . . . . . . . . . . . . . . . . . . . . . . . . . . . . . . . . . . . . . . . . . . . . . . . . . . . . . . . . . . . . . . [334, 804, 2469, 815]
toc-entry[interactable] [64, 783, 2465, 800]
toc-page-number: 33 [2377, 363, 2391, 375]
toc-entry[interactable] [64, 900, 2548, 917]
dot-leader: . . . . . . . . . . . . . . . . . . . . . . . . . . . . . . . . . . . . . . . . . . . . . . . . . . . . . . . . . . . . . . . . . . . . . . . . . . . . . . . . . . . . . . . . . . . . . . . . . . . . . . . . . . . . . . . . . . . . . . . . . . . . . . . . . . . . . . . . . . . . . . . . . . . . . . . . . . . . . . . . . . . . . . . . . . . . . . . . . . . . . . . . . . . . . . . . . . . . . . . . [307, 601, 2442, 612]
toc-entry-title: SLEW BEARING [64, 295, 143, 307]
toc-page-number: 55 [2291, 532, 2305, 544]
